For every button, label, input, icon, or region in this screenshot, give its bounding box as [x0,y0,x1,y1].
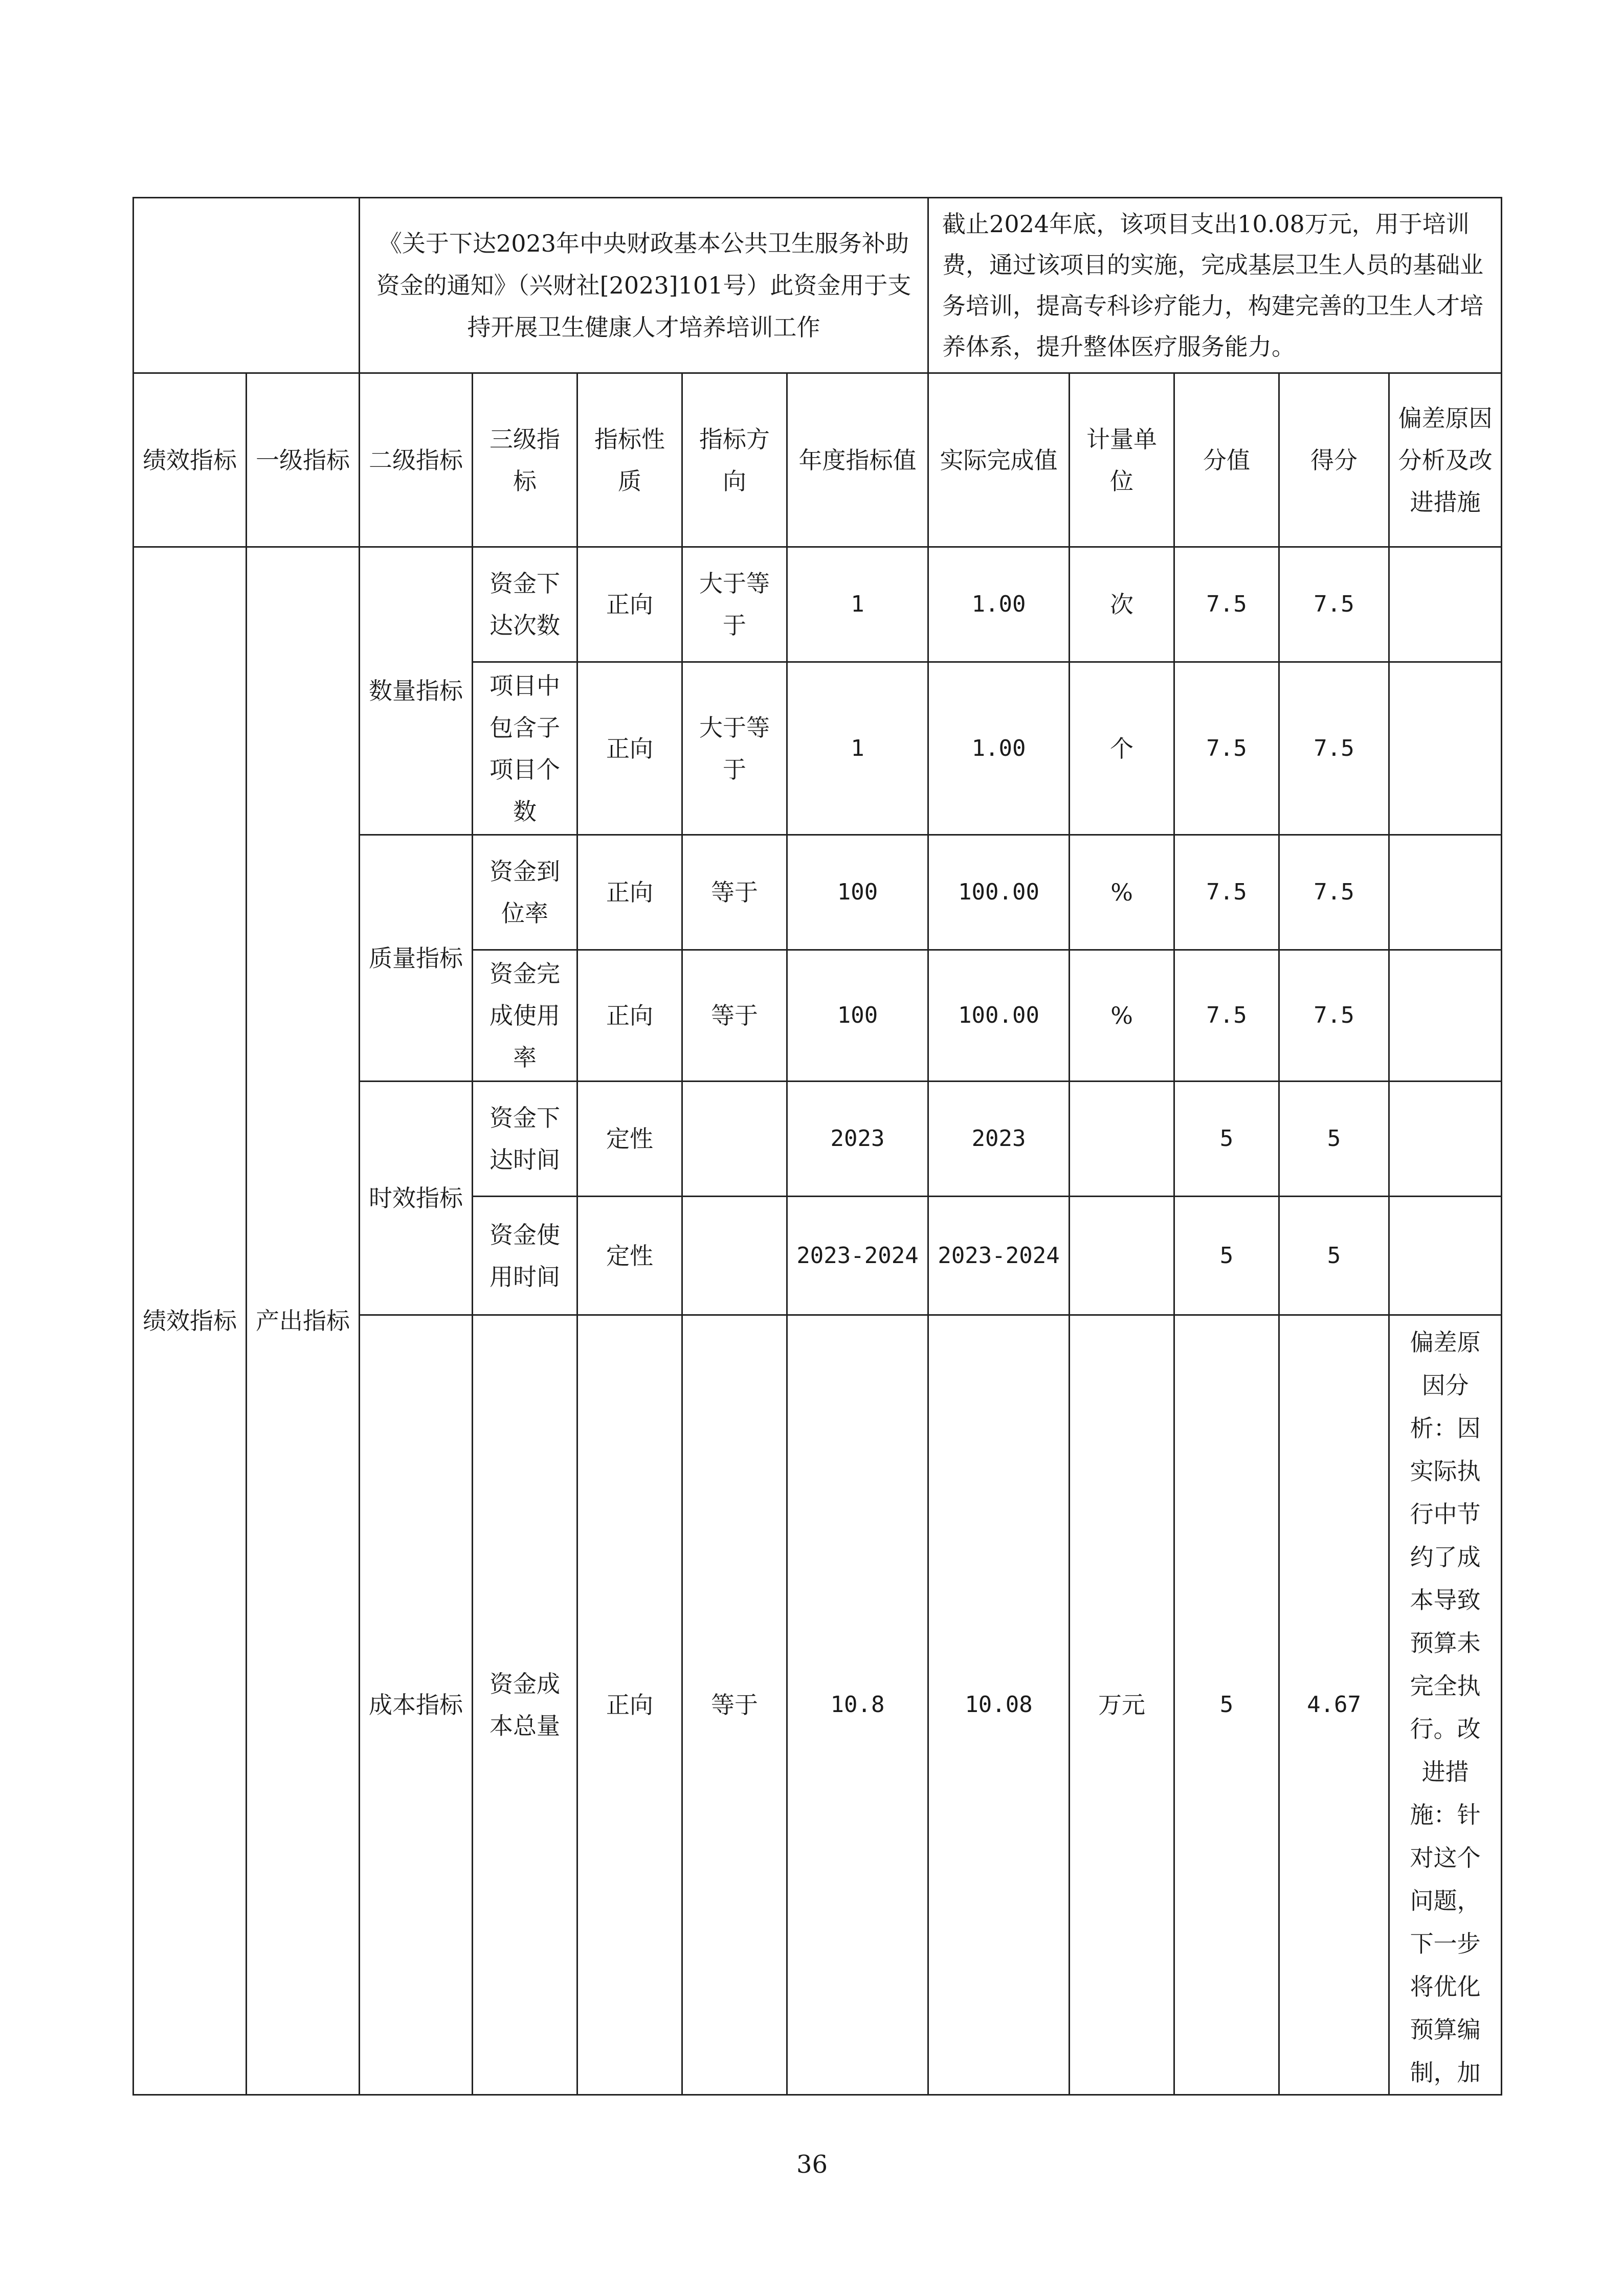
value-cell: 7.5 [1174,662,1279,835]
actual-cell: 1.00 [928,547,1070,662]
unit-cell: % [1070,950,1174,1082]
unit-cell [1070,1082,1174,1197]
score-cell: 5 [1279,1082,1389,1197]
nature-cell: 正向 [577,835,682,950]
note-cell [1389,547,1502,662]
note-cell [1389,1197,1502,1315]
target-cell: 100 [787,950,928,1082]
table-row [134,547,1502,662]
value-cell: 7.5 [1174,835,1279,950]
score-cell: 7.5 [1279,662,1389,835]
header-row [134,373,1502,547]
direction-cell: 等于 [682,950,787,1082]
nature-cell: 定性 [577,1197,682,1315]
header-deviation: 偏差原因分析及改进措施 [1389,373,1502,547]
basis-row [134,198,1502,373]
value-cell: 7.5 [1174,547,1279,662]
header-score: 得分 [1279,373,1389,547]
outcome-cell: 截止2024年底，该项目支出10.08万元，用于培训费，通过该项目的实施，完成基层卫生人员的基础业务培训，提高专科诊疗能力，构建完善的卫生人才培养体系，提升整体医疗服务能力。 [928,198,1502,373]
score-cell: 5 [1279,1197,1389,1315]
actual-cell: 10.08 [928,1315,1070,2095]
target-cell: 1 [787,547,928,662]
basis-blank-cell [134,198,360,373]
unit-cell: 个 [1070,662,1174,835]
unit-cell [1070,1197,1174,1315]
score-cell: 4.67 [1279,1315,1389,2095]
unit-cell: 万元 [1070,1315,1174,2095]
header-actual: 实际完成值 [928,373,1070,547]
value-cell: 5 [1174,1197,1279,1315]
deviation-note-cell: 偏差原因分析：因实际执行中节约了成本导致预算未完全执行。改进措施：针对这个问题，下一步将优化预算编制，加 [1389,1315,1502,2095]
nature-cell: 正向 [577,950,682,1082]
value-cell: 7.5 [1174,950,1279,1082]
header-nature: 指标性质 [577,373,682,547]
header-direction: 指标方向 [682,373,787,547]
score-cell: 7.5 [1279,835,1389,950]
direction-cell: 等于 [682,1315,787,2095]
group-cost-cell: 成本指标 [360,1315,473,2095]
nature-cell: 正向 [577,547,682,662]
header-level3: 三级指标 [473,373,577,547]
group-quality-cell: 质量指标 [360,835,473,1082]
level3-cell: 资金下达次数 [473,547,577,662]
header-annual-target: 年度指标值 [787,373,928,547]
score-cell: 7.5 [1279,547,1389,662]
level3-cell: 资金完成使用率 [473,950,577,1082]
header-unit: 计量单位 [1070,373,1174,547]
direction-cell [682,1197,787,1315]
level3-cell: 资金到位率 [473,835,577,950]
actual-cell: 1.00 [928,662,1070,835]
direction-cell [682,1082,787,1197]
actual-cell: 2023 [928,1082,1070,1197]
note-cell [1389,835,1502,950]
level3-cell: 资金使用时间 [473,1197,577,1315]
header-perf: 绩效指标 [134,373,247,547]
direction-cell: 大于等于 [682,662,787,835]
perf-label-cell: 绩效指标 [134,547,247,2095]
group-timeliness-cell: 时效指标 [360,1082,473,1315]
level3-cell: 资金成本总量 [473,1315,577,2095]
performance-table [132,197,1502,2096]
actual-cell: 100.00 [928,950,1070,1082]
unit-cell: 次 [1070,547,1174,662]
level3-cell: 资金下达时间 [473,1082,577,1197]
group-quantity-cell: 数量指标 [360,547,473,835]
note-cell [1389,662,1502,835]
header-score-value: 分值 [1174,373,1279,547]
page-number: 36 [796,2150,828,2179]
score-cell: 7.5 [1279,950,1389,1082]
header-level1: 一级指标 [247,373,360,547]
target-cell: 10.8 [787,1315,928,2095]
header-level2: 二级指标 [360,373,473,547]
unit-cell: % [1070,835,1174,950]
target-cell: 2023-2024 [787,1197,928,1315]
value-cell: 5 [1174,1082,1279,1197]
target-cell: 1 [787,662,928,835]
nature-cell: 定性 [577,1082,682,1197]
target-cell: 2023 [787,1082,928,1197]
nature-cell: 正向 [577,1315,682,2095]
level3-cell: 项目中包含子项目个数 [473,662,577,835]
value-cell: 5 [1174,1315,1279,2095]
note-cell [1389,950,1502,1082]
level1-label-cell: 产出指标 [247,547,360,2095]
actual-cell: 100.00 [928,835,1070,950]
note-cell [1389,1082,1502,1197]
nature-cell: 正向 [577,662,682,835]
target-cell: 100 [787,835,928,950]
basis-cell: 《关于下达2023年中央财政基本公共卫生服务补助资金的通知》（兴财社[2023]101号）此资金用于支持开展卫生健康人才培养培训工作 [360,198,928,373]
actual-cell: 2023-2024 [928,1197,1070,1315]
direction-cell: 等于 [682,835,787,950]
direction-cell: 大于等于 [682,547,787,662]
